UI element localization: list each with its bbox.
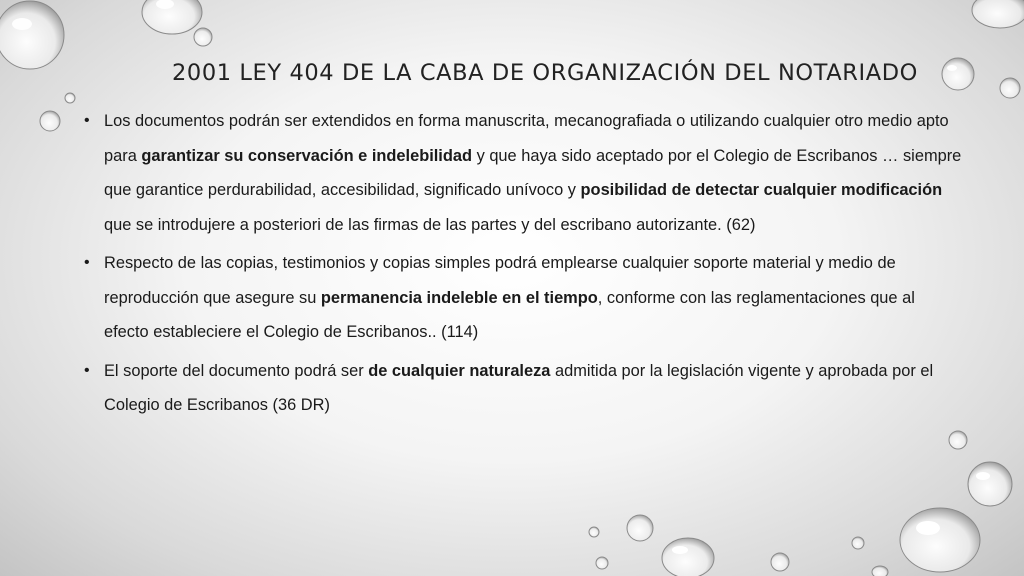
slide-title: 2001 LEY 404 DE LA CABA DE ORGANIZACIÓN DEL NOTARIADO [172,60,918,86]
drop-top-left-large [0,1,64,69]
bullet-item [84,246,964,350]
drop-right-mid [949,431,1012,506]
bullet-text: y que haya sido aceptado por el Colegio de Escribanos … siempre que garantice perdurabilidad, accesibilidad, significado unívoco y [104,146,962,199]
bullet-text: El soporte del documento podrá ser [104,361,369,380]
drop-top-small [194,28,212,46]
bullet-emphasis: garantizar su conservación e indelebilidad [141,146,473,165]
bullet-text: admitida por la legislación vigente y aprobada por el Colegio de Escribanos (36 DR) [104,361,934,414]
bullet-item [84,104,964,242]
bullet-text: , conforme con las reglamentaciones que al efecto estableciere el Colegio de Escribanos.. (114) [104,288,915,341]
bullet-emphasis: de cualquier naturaleza [368,361,551,380]
bullet-text: que se introdujere a posteriori de las firmas de las partes y del escribano autorizante. (62) [104,215,756,234]
drop-top-right [942,0,1024,98]
bullet-text: Respecto de las copias, testimonios y copias simples podrá emplearse cualquier soporte material y medio de reproducción que asegure su [104,254,896,307]
drop-top-medium [142,0,202,34]
bullet-emphasis: permanencia indeleble en el tiempo [320,288,598,307]
bullet-item [84,354,964,423]
drop-left-mid [40,93,75,131]
bullet-text: Los documentos podrán ser extendidos en forma manuscrita, mecanografiada o utilizando cualquier otro medio apto para [104,112,949,165]
bullet-emphasis: posibilidad de detectar cualquier modificación [580,181,943,199]
drop-bottom-cluster [589,508,980,576]
bullet-list [84,104,964,427]
